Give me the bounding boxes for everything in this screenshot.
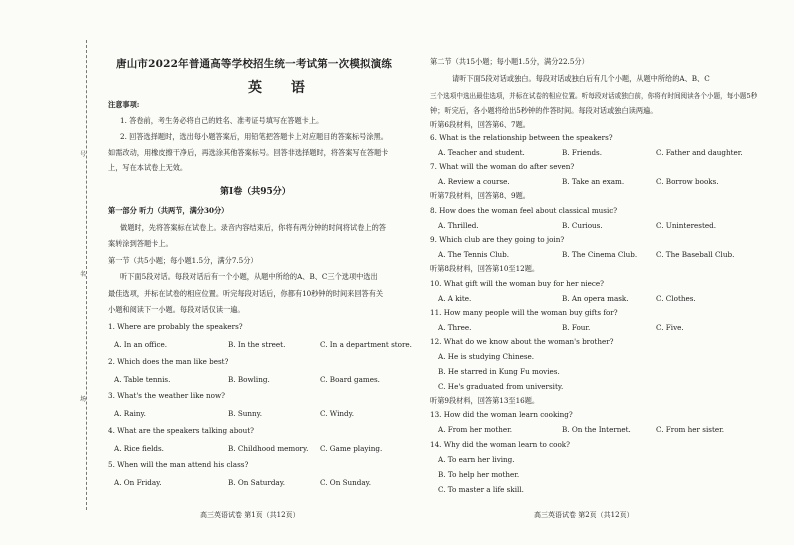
question-1-option-b: B. In the street. (228, 340, 286, 349)
section-volume-heading: 第Ⅰ卷（共95分） (220, 187, 291, 197)
question-8-option-c: C. Uninterested. (656, 221, 716, 230)
page-1-column (102, 0, 420, 545)
question-3-option-a: A. Rainy. (114, 409, 146, 418)
question-3-option-b: B. Sunny. (228, 409, 263, 418)
part1-intro-cont: 案转涂到答题卡上。 (108, 239, 173, 248)
question-13-option-c: C. From her sister. (656, 425, 725, 434)
question-5: 5. When will the man attend his class? (108, 460, 249, 469)
question-13-option-a: A. From her mother. (438, 425, 513, 434)
question-3-option-c: C. Windy. (320, 409, 354, 418)
question-1-option-a: A. In an office. (114, 340, 168, 349)
question-1-option-c: C. In a department store. (320, 340, 412, 349)
question-14-option-c: C. To master a life skill. (438, 485, 524, 494)
section2-intro: 请听下面5段对话或独白。每段对话或独白后有几个小题，从题中所给的A、B、C (452, 74, 710, 83)
question-6-option-a: A. Teacher and student. (438, 148, 525, 157)
subject-title: 英 语 (248, 80, 317, 96)
margin-label-number: 号 (80, 151, 87, 158)
section1-intro: 听下面5段对话。每段对话后有一个小题，从题中所给的A、B、C三个选项中选出 (120, 272, 378, 281)
question-4-option-b: B. Childhood memory. (228, 444, 309, 453)
section1-intro-cont: 最佳选项，并标在试卷的相应位置。听完每段对话后，你都有10秒钟的时间来回答有关 (108, 289, 384, 298)
material-6-instruction: 听第6段材料，回答第6、7题。 (430, 120, 530, 129)
part1-intro: 做题时，先将答案标在试卷上。录音内容结束后，你将有两分钟的时间将试卷上的答 (120, 223, 386, 232)
question-4-option-a: A. Rice fields. (114, 444, 164, 453)
material-8-instruction: 听第8段材料，回答第10至12题。 (430, 264, 540, 273)
question-11: 11. How many people will the woman buy gifts for? (430, 308, 618, 317)
question-7-option-a: A. Review a course. (438, 177, 510, 186)
question-7-option-c: C. Borrow books. (656, 177, 719, 186)
question-13: 13. How did the woman learn cooking? (430, 410, 573, 419)
question-11-option-a: A. Three. (438, 323, 472, 332)
section1-heading: 第一节（共5小题；每小题1.5分，满分7.5分） (108, 256, 258, 265)
question-14-option-b: B. To help her mother. (438, 470, 520, 479)
question-11-option-b: B. Four. (562, 323, 591, 332)
question-7: 7. What will the woman do after seven? (430, 162, 575, 171)
margin-label-name: 名 (80, 271, 87, 278)
section1-intro-end: 小题和阅读下一小题。每段对话仅读一遍。 (108, 305, 245, 314)
question-8-option-a: A. Thrilled. (438, 221, 479, 230)
question-10: 10. What gift will the woman buy for her niece? (430, 279, 605, 288)
question-4-option-c: C. Game playing. (320, 444, 383, 453)
question-7-option-b: B. Take an exam. (562, 177, 625, 186)
material-9-instruction: 听第9段材料，回答第13至16题。 (430, 396, 540, 405)
question-12-option-a: A. He is studying Chinese. (438, 352, 535, 361)
question-10-option-c: C. Clothes. (656, 294, 696, 303)
question-10-option-a: A. A kite. (438, 294, 472, 303)
question-6: 6. What is the relationship between the speakers? (430, 133, 613, 142)
question-5-option-c: C. On Sunday. (320, 478, 372, 487)
question-9-option-b: B. The Cinema Club. (562, 250, 638, 259)
notice-item-2: 2. 回答选择题时，选出每小题答案后，用铅笔把答题卡上对应题目的答案标号涂黑。 (120, 132, 388, 141)
exam-title: 唐山市2022年普通高等学校招生统一考试第一次模拟演练 (116, 58, 393, 70)
question-5-option-a: A. On Friday. (114, 478, 162, 487)
question-10-option-b: B. An opera mask. (562, 294, 629, 303)
question-9-option-c: C. The Baseball Club. (656, 250, 735, 259)
part1-heading: 第一部分 听力（共两节，满分30分） (108, 206, 229, 215)
question-6-option-c: C. Father and daughter. (656, 148, 743, 157)
question-13-option-b: B. On the Internet. (562, 425, 631, 434)
question-11-option-c: C. Five. (656, 323, 684, 332)
question-2-option-b: B. Bowling. (228, 375, 270, 384)
question-9-option-a: A. The Tennis Club. (438, 250, 510, 259)
notice-item-2-cont: 如需改动，用橡皮擦干净后，再选涂其他答案标号。回答非选择题时，将答案写在答题卡 (108, 148, 389, 157)
notice-item-2-end: 上，写在本试卷上无效。 (108, 163, 188, 172)
notice-item-1: 1. 答卷前，考生务必将自己的姓名、准考证号填写在答题卡上。 (120, 116, 324, 125)
question-2-option-c: C. Board games. (320, 375, 380, 384)
binding-margin-line (86, 40, 87, 510)
page-2-column (428, 0, 768, 545)
question-3: 3. What's the weather like now? (108, 391, 225, 400)
section2-heading: 第二节（共15小题；每小题1.5分，满分22.5分） (430, 57, 589, 66)
question-12: 12. What do we know about the woman's brother? (430, 337, 614, 346)
question-1: 1. Where are probably the speakers? (108, 322, 243, 331)
question-8: 8. How does the woman feel about classical music? (430, 206, 618, 215)
material-7-instruction: 听第7段材料，回答第8、9题。 (430, 191, 530, 200)
question-5-option-b: B. On Saturday. (228, 478, 286, 487)
question-8-option-b: B. Curious. (562, 221, 603, 230)
question-9: 9. Which club are they going to join? (430, 235, 565, 244)
question-4: 4. What are the speakers talking about? (108, 426, 255, 435)
question-2-option-a: A. Table tennis. (114, 375, 171, 384)
question-14: 14. Why did the woman learn to cook? (430, 440, 570, 449)
margin-label-room: 场 (80, 396, 87, 403)
question-2: 2. Which does the man like best? (108, 357, 229, 366)
section2-intro-end: 钟；听完后，各小题将给出5秒钟的作答时间。每段对话或独白读两遍。 (430, 106, 658, 115)
page-2-footer: 高三英语试卷 第2页（共12页） (534, 511, 634, 519)
question-6-option-b: B. Friends. (562, 148, 603, 157)
section2-intro-cont: 三个选项中选出最佳选项，并标在试卷的相应位置。听每段对话或独白前，你将有时间阅读各个小题，每小题5秒 (430, 92, 758, 100)
question-14-option-a: A. To earn her living. (438, 455, 515, 464)
question-12-option-c: C. He's graduated from university. (438, 382, 564, 391)
notice-heading: 注意事项: (108, 100, 140, 109)
page-1-footer: 高三英语试卷 第1页（共12页） (200, 511, 300, 519)
question-12-option-b: B. He starred in Kung Fu movies. (438, 367, 560, 376)
